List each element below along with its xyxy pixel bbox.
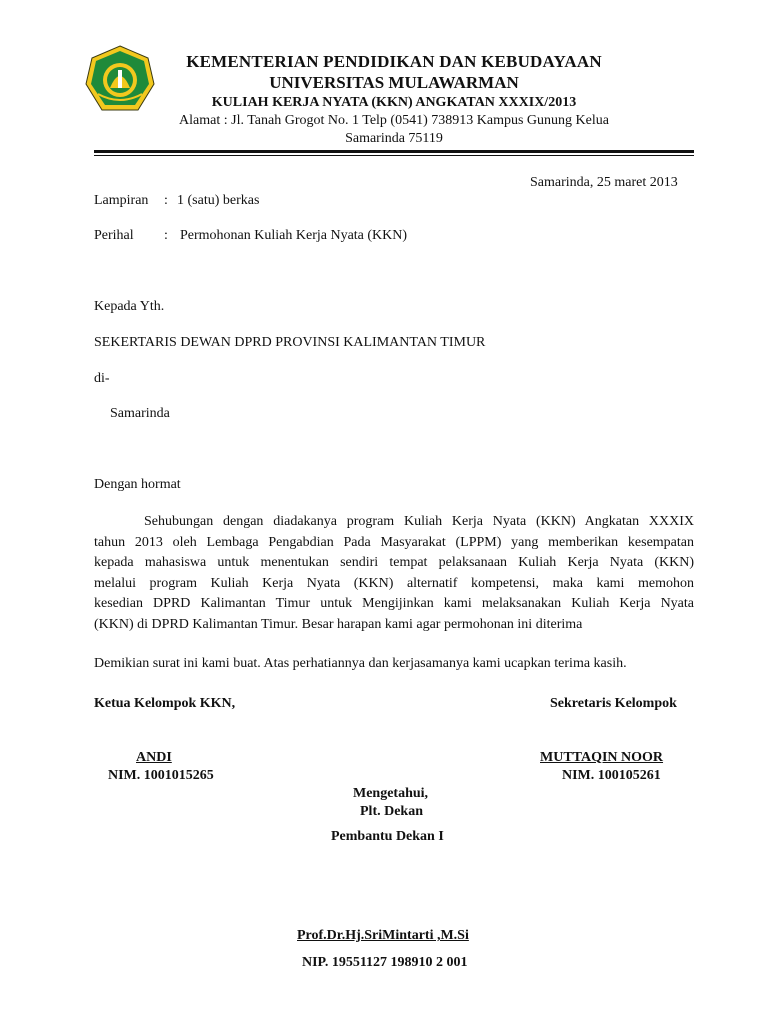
left-signer-title: Ketua Kelompok KKN, — [94, 696, 236, 711]
di-label: di- — [94, 371, 110, 386]
kepada-yth: Kepada Yth. — [94, 299, 165, 314]
left-signer-name: ANDI — [136, 750, 172, 765]
dean-name: Prof.Dr.Hj.SriMintarti ,M.Si — [297, 928, 469, 943]
body-paragraph — [94, 512, 694, 635]
lampiran-label: Lampiran — [94, 193, 149, 208]
header-rule-thin — [94, 155, 694, 156]
right-signer-nim: NIM. 100105261 — [562, 768, 661, 783]
program-title: KULIAH KERJA NYATA (KKN) ANGKATAN XXXIX/2013 — [211, 95, 577, 110]
body-line: tahun 2013 oleh Lembaga Pengabdian Pada Masyarakat (LPPM) yang memberikan kesempatan — [94, 534, 694, 550]
recipient-city: Samarinda — [110, 406, 170, 421]
lampiran-separator: : — [164, 193, 168, 208]
city-postcode: Samarinda 75119 — [345, 131, 443, 146]
closing-sentence: Demikian surat ini kami buat. Atas perhatiannya dan kerjasamanya kami ucapkan terima kasih. — [94, 656, 627, 671]
recipient: SEKERTARIS DEWAN DPRD PROVINSI KALIMANTAN TIMUR — [94, 335, 486, 350]
perihal-value: Permohonan Kuliah Kerja Nyata (KKN) — [180, 228, 408, 243]
university-name: UNIVERSITAS MULAWARMAN — [269, 73, 519, 92]
mengetahui: Mengetahui, — [353, 786, 429, 801]
header-rule-thick — [94, 150, 694, 153]
body-line: Sehubungan dengan diadakanya program Kuliah Kerja Nyata (KKN) Angkatan XXXIX — [144, 514, 694, 529]
perihal-separator: : — [164, 228, 168, 243]
right-signer-title: Sekretaris Kelompok — [550, 696, 677, 711]
university-logo-icon — [84, 44, 156, 116]
ministry-name: KEMENTERIAN PENDIDIKAN DAN KEBUDAYAAN — [186, 52, 602, 71]
body-line: kepada mahasiswa untuk menentukan sendiri tempat pelaksanaan Kuliah Kerja Nyata (KKN) — [94, 555, 694, 570]
body-line: (KKN) di DPRD Kalimantan Timur. Besar harapan kami agar permohonan ini diterima — [94, 616, 583, 632]
letter-date: Samarinda, 25 maret 2013 — [530, 175, 678, 190]
right-signer-name: MUTTAQIN NOOR — [540, 750, 664, 765]
body-line: kesedian DPRD Kalimantan Timur untuk Mengijinkan kami melaksanakan Kuliah Kerja Nyata — [94, 596, 694, 611]
greeting: Dengan hormat — [94, 477, 181, 492]
dean-nip: NIP. 19551127 198910 2 001 — [302, 955, 468, 970]
body-line: melalui program Kuliah Kerja Nyata (KKN) alternatif kompetensi, maka kami memohon — [94, 575, 694, 591]
lampiran-value: 1 (satu) berkas — [177, 193, 260, 208]
address-line: Alamat : Jl. Tanah Grogot No. 1 Telp (0541) 738913 Kampus Gunung Kelua — [179, 113, 609, 128]
perihal-label: Perihal — [94, 228, 134, 243]
left-signer-nim: NIM. 1001015265 — [108, 768, 214, 783]
pembantu-dekan: Pembantu Dekan I — [331, 829, 444, 844]
plt-dekan: Plt. Dekan — [360, 804, 423, 819]
